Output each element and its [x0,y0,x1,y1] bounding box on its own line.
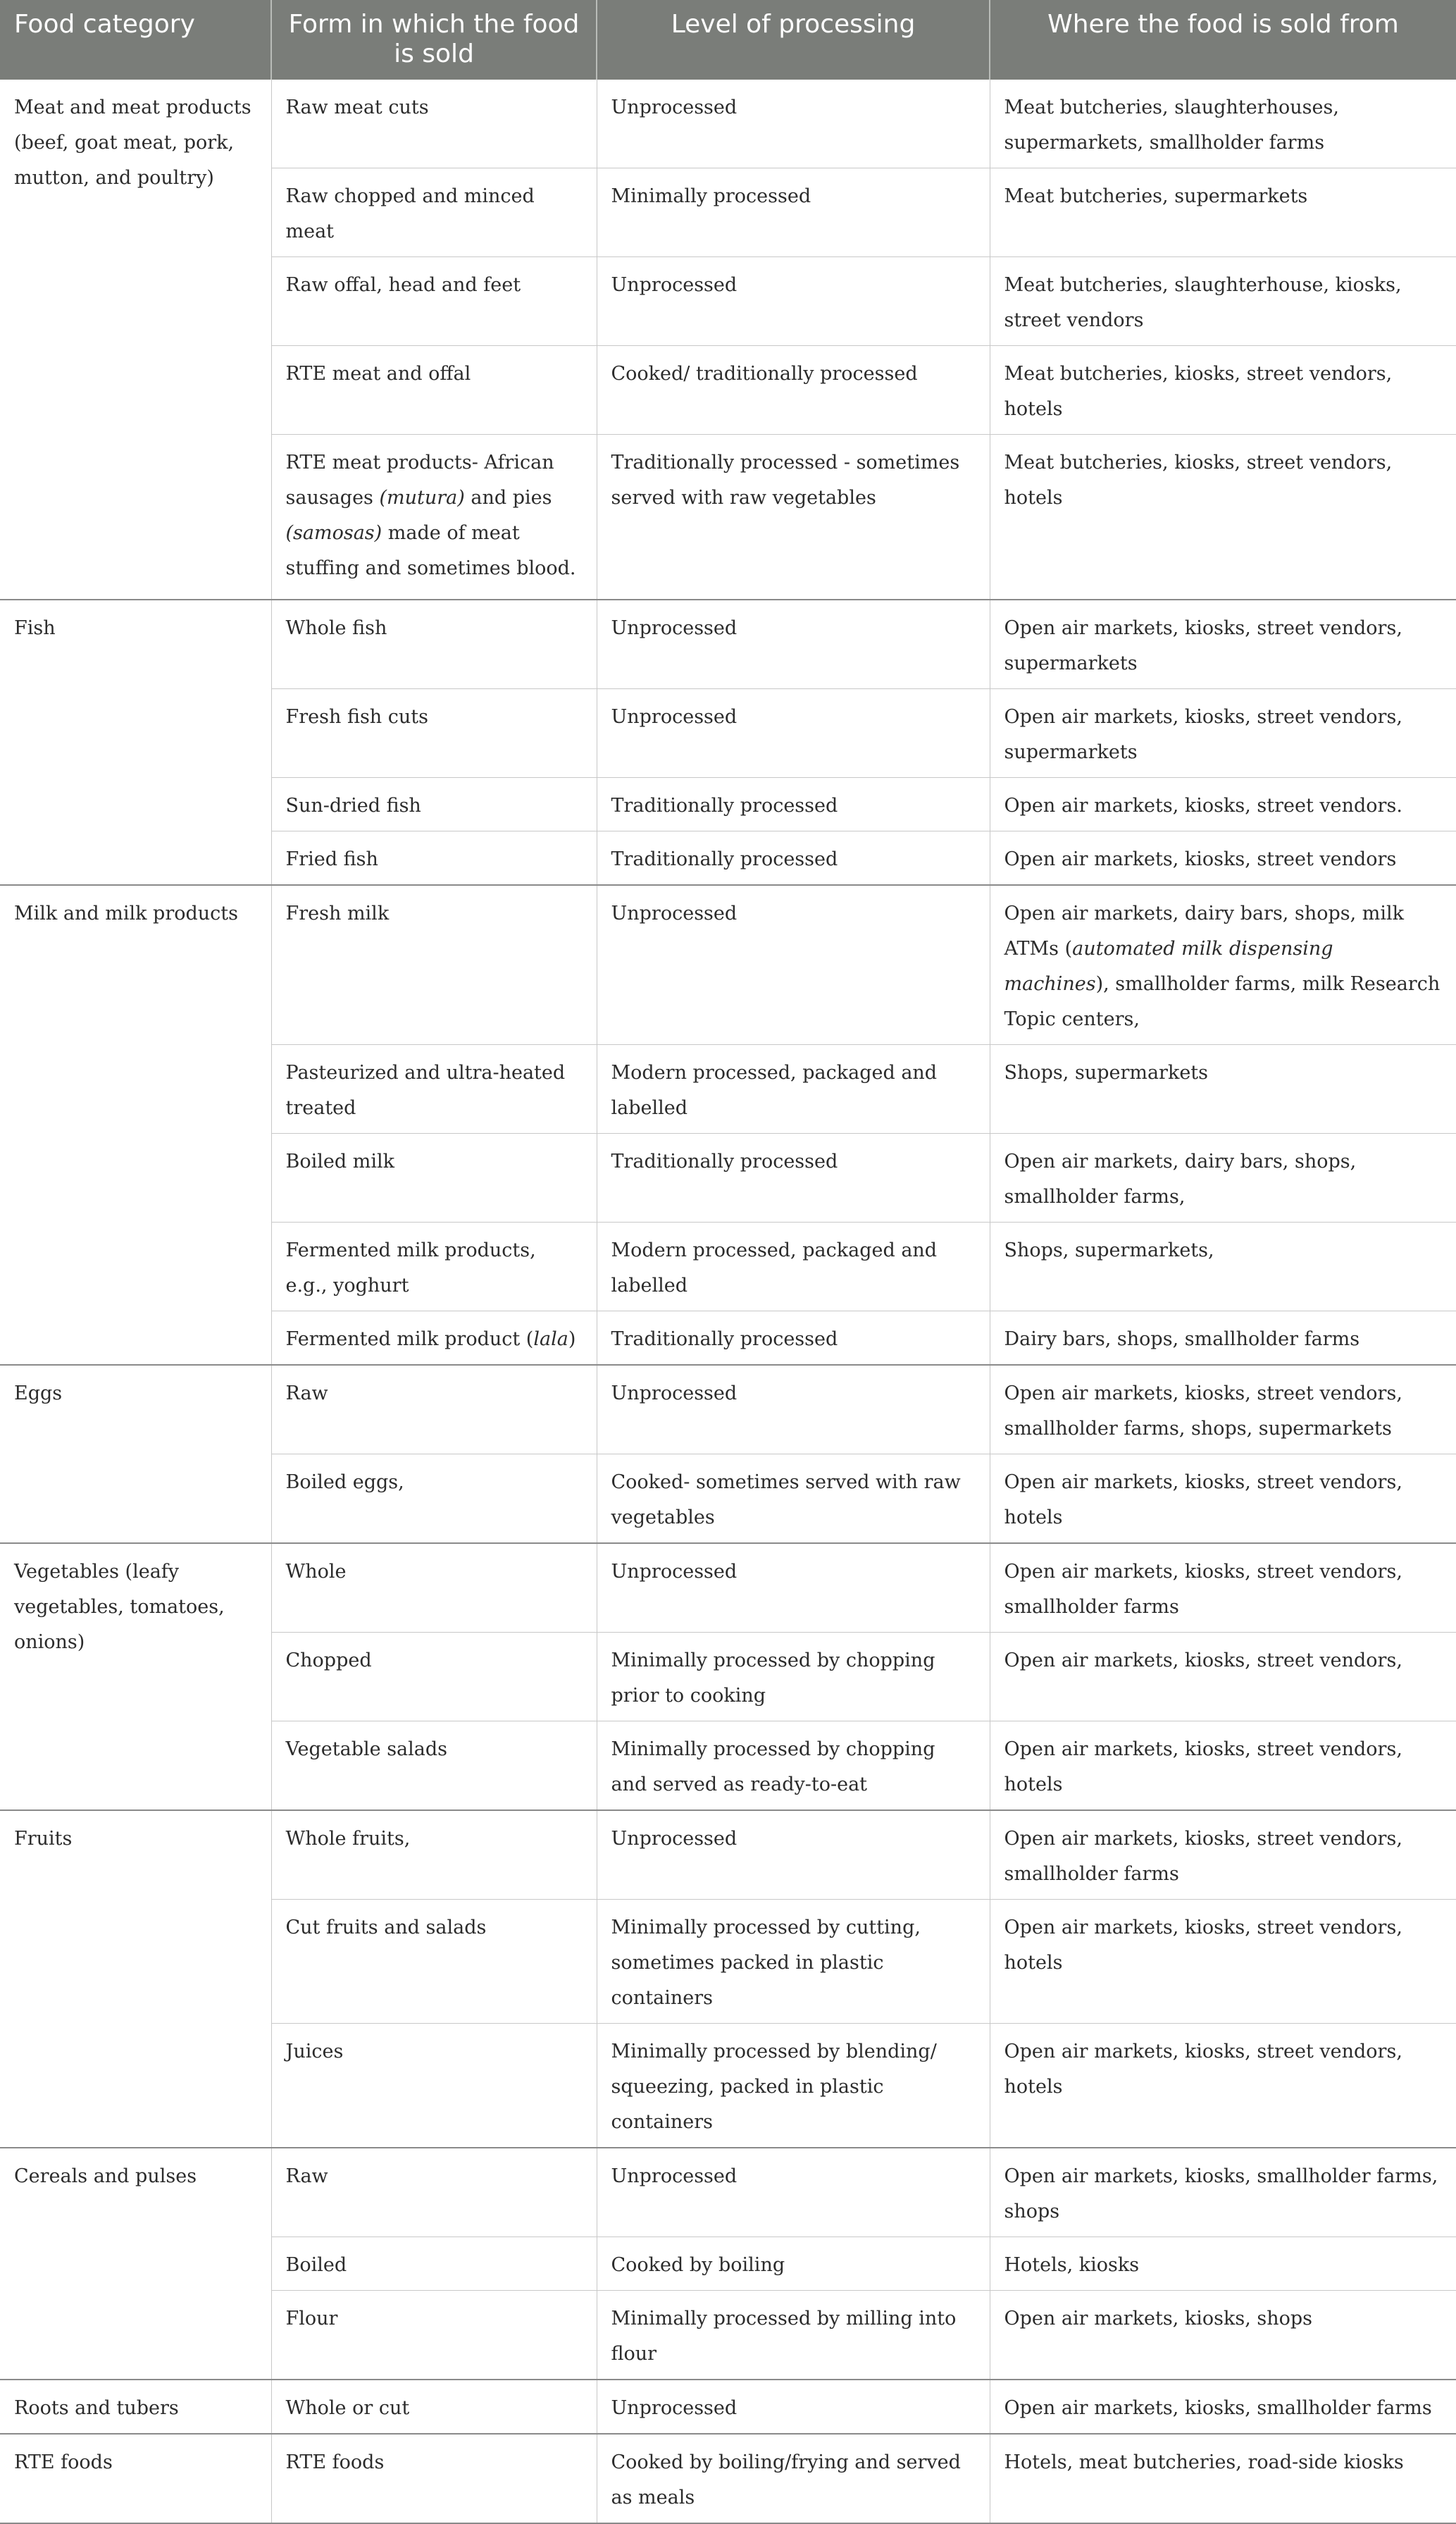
table-row [0,80,1456,168]
food-category-cell: Eggs [0,1365,271,1543]
form-cell: Sun-dried fish [271,777,597,831]
italic-term: (samosas) [285,522,382,544]
processing-cell: Unprocessed [597,1365,990,1454]
where-sold-cell: Open air markets, kiosks, street vendors, hotels [990,1721,1456,1810]
food-category-cell: Cereals and pulses [0,2148,271,2380]
text-part: ) [568,1328,576,1350]
processing-cell: Traditionally processed [597,1311,990,1365]
where-sold-cell: Dairy bars, shops, smallholder farms [990,1311,1456,1365]
text-part: made of meat stuffing and sometimes blood. [285,522,576,579]
processing-cell: Minimally processed by blending/ squeezing, packed in plastic containers [597,2023,990,2148]
where-sold-cell: Open air markets, kiosks, street vendors, supermarkets [990,600,1456,689]
food-category-cell: Roots and tubers [0,2380,271,2434]
where-sold-cell: Open air markets, kiosks, street vendors, smallholder farms [990,1810,1456,1900]
header-row [0,0,1456,80]
where-sold-cell: Shops, supermarkets [990,1044,1456,1133]
processing-cell: Cooked by boiling [597,2237,990,2290]
where-sold-cell: Open air markets, kiosks, street vendors [990,831,1456,885]
food-category-cell: Vegetables (leafy vegetables, tomatoes, onions) [0,1543,271,1810]
header-form: Form in which the food is sold [271,0,597,80]
table-row [0,2434,1456,2523]
where-sold-cell: Open air markets, kiosks, smallholder farms [990,2380,1456,2434]
processing-cell: Unprocessed [597,688,990,777]
where-sold-cell: Meat butcheries, slaughterhouses, supermarkets, smallholder farms [990,80,1456,168]
table-row [0,885,1456,1045]
where-sold-cell: Open air markets, kiosks, street vendors, [990,1632,1456,1721]
table-row [0,600,1456,689]
table-row [0,1365,1456,1454]
where-sold-cell: Meat butcheries, slaughterhouse, kiosks, street vendors [990,257,1456,346]
processing-cell: Minimally processed by milling into flour [597,2290,990,2380]
where-sold-cell: Open air markets, dairy bars, shops, smallholder farms, [990,1133,1456,1222]
form-cell: Cut fruits and salads [271,1899,597,2023]
where-sold-cell: Hotels, kiosks [990,2237,1456,2290]
form-cell: Whole fish [271,600,597,689]
form-cell: Chopped [271,1632,597,1721]
italic-term: (mutura) [379,487,465,509]
processing-cell: Traditionally processed - sometimes served with raw vegetables [597,435,990,600]
header-food-category: Food category [0,0,271,80]
processing-cell: Unprocessed [597,600,990,689]
where-sold-cell: Meat butcheries, kiosks, street vendors, hotels [990,435,1456,600]
processing-cell: Minimally processed by chopping prior to cooking [597,1632,990,1721]
form-cell: Raw meat cuts [271,80,597,168]
food-category-cell: Fruits [0,1810,271,2148]
header-where-sold: Where the food is sold from [990,0,1456,80]
where-sold-cell: Open air markets, kiosks, street vendors, smallholder farms [990,1543,1456,1633]
table-row [0,2148,1456,2237]
form-cell: Flour [271,2290,597,2380]
where-sold-cell [990,885,1456,1045]
text-part: and pies [464,487,552,509]
processing-cell: Modern processed, packaged and labelled [597,1044,990,1133]
processing-cell: Cooked/ traditionally processed [597,346,990,435]
form-cell: Juices [271,2023,597,2148]
form-cell: Pasteurized and ultra-heated treated [271,1044,597,1133]
form-cell: Raw [271,2148,597,2237]
processing-cell: Minimally processed [597,168,990,257]
where-sold-cell: Open air markets, kiosks, shops [990,2290,1456,2380]
food-category-cell: RTE foods [0,2434,271,2523]
form-cell: Whole or cut [271,2380,597,2434]
italic-term: automated milk dispensing machines [1004,937,1333,995]
form-cell: Boiled milk [271,1133,597,1222]
processing-cell: Unprocessed [597,2148,990,2237]
processing-cell: Traditionally processed [597,777,990,831]
processing-cell: Cooked by boiling/frying and served as meals [597,2434,990,2523]
form-cell: Whole [271,1543,597,1633]
form-cell: Whole fruits, [271,1810,597,1900]
table-body [0,80,1456,2523]
table-row [0,1543,1456,1633]
where-sold-cell: Open air markets, kiosks, street vendors. [990,777,1456,831]
form-cell: Fried fish [271,831,597,885]
form-cell [271,1311,597,1365]
form-cell: Raw [271,1365,597,1454]
processing-cell: Minimally processed by chopping and served as ready-to-eat [597,1721,990,1810]
processing-cell: Unprocessed [597,2380,990,2434]
processing-cell: Unprocessed [597,885,990,1045]
form-cell: Raw offal, head and feet [271,257,597,346]
where-sold-cell: Open air markets, kiosks, street vendors, smallholder farms, shops, supermarkets [990,1365,1456,1454]
text-part: Open air markets, dairy bars, shops, milk ATMs ( [1004,902,1405,960]
where-sold-cell: Open air markets, kiosks, street vendors, supermarkets [990,688,1456,777]
processing-cell: Unprocessed [597,80,990,168]
form-cell: Fresh fish cuts [271,688,597,777]
processing-cell: Unprocessed [597,257,990,346]
form-cell: RTE meat and offal [271,346,597,435]
food-category-cell: Meat and meat products (beef, goat meat, pork, mutton, and poultry) [0,80,271,600]
food-category-cell: Milk and milk products [0,885,271,1365]
text-part: RTE meat products- African sausages [285,452,554,509]
processing-cell: Minimally processed by cutting, sometimes packed in plastic containers [597,1899,990,2023]
processing-cell: Cooked- sometimes served with raw vegetables [597,1454,990,1543]
where-sold-cell: Open air markets, kiosks, street vendors, hotels [990,1899,1456,2023]
where-sold-cell: Meat butcheries, supermarkets [990,168,1456,257]
form-cell: RTE foods [271,2434,597,2523]
italic-term: lala [533,1328,568,1350]
where-sold-cell: Hotels, meat butcheries, road-side kiosks [990,2434,1456,2523]
table-row [0,2380,1456,2434]
processing-cell: Traditionally processed [597,1133,990,1222]
food-category-cell: Fish [0,600,271,885]
where-sold-cell: Open air markets, kiosks, street vendors, hotels [990,2023,1456,2148]
where-sold-cell: Meat butcheries, kiosks, street vendors, hotels [990,346,1456,435]
processing-cell: Unprocessed [597,1543,990,1633]
form-cell [271,435,597,600]
form-cell: Boiled [271,2237,597,2290]
where-sold-cell: Shops, supermarkets, [990,1222,1456,1311]
where-sold-cell: Open air markets, kiosks, smallholder farms, shops [990,2148,1456,2237]
table-row [0,1810,1456,1900]
text-part: ), smallholder farms, milk Research Topic centers, [1004,972,1441,1030]
form-cell: Vegetable salads [271,1721,597,1810]
processing-cell: Modern processed, packaged and labelled [597,1222,990,1311]
header-processing: Level of processing [597,0,990,80]
form-cell: Raw chopped and minced meat [271,168,597,257]
processing-cell: Traditionally processed [597,831,990,885]
form-cell: Fresh milk [271,885,597,1045]
processing-cell: Unprocessed [597,1810,990,1900]
form-cell: Boiled eggs, [271,1454,597,1543]
where-sold-cell: Open air markets, kiosks, street vendors, hotels [990,1454,1456,1543]
form-cell: Fermented milk products, e.g., yoghurt [271,1222,597,1311]
text-part: Fermented milk product ( [285,1328,534,1350]
